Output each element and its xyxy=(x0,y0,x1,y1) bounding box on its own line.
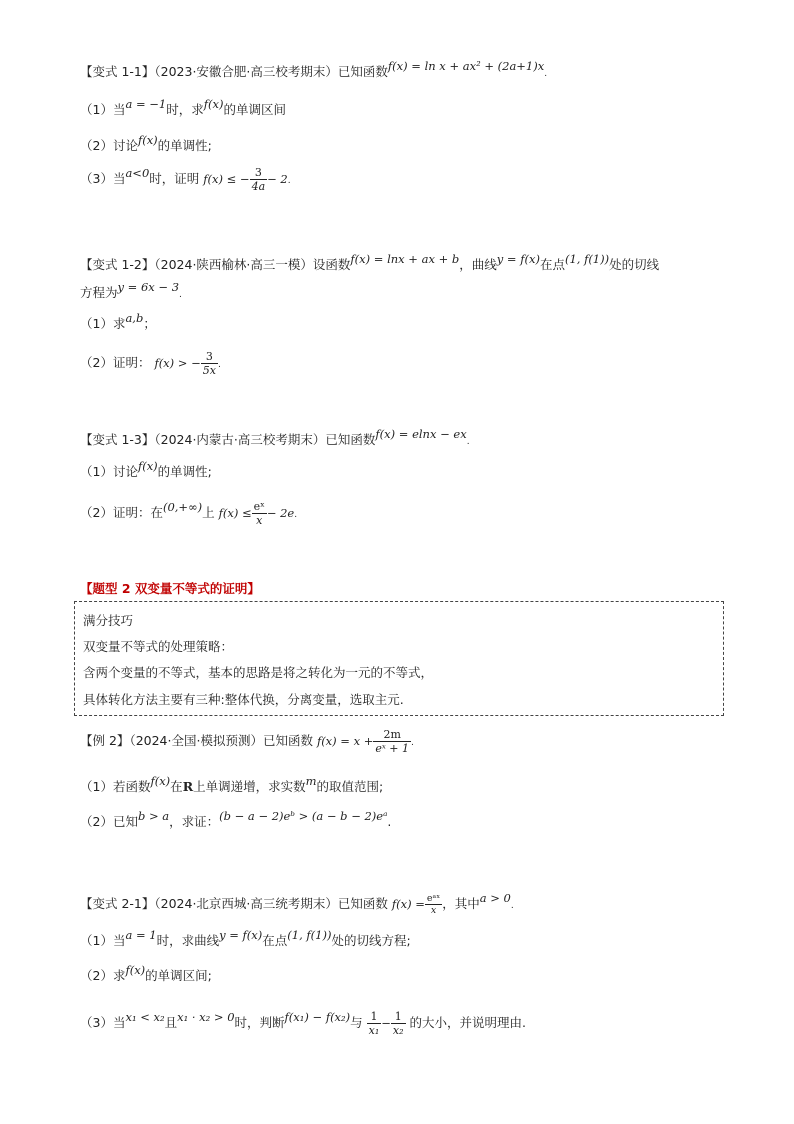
ex2-func-fraction: $\frac{2m}{\text{eˣ + 1}}$ xyxy=(375,728,410,755)
ex2-q2: （2）已知b > a，求证：(b − a − 2)eᵇ > (a − b − 2)eᵃ. xyxy=(80,809,392,829)
v21-q1: （1）当a = 1时，求曲线y = f(x)在点(1, f(1))处的切线方程; xyxy=(80,928,411,948)
v13-stem: 【变式 1-3】（2024·内蒙古·高三校考期末）已知函数f(x) = elnx − ex. xyxy=(80,427,470,447)
v11-q2: （2）讨论f(x)的单调性; xyxy=(80,133,212,153)
tip-box xyxy=(74,601,724,716)
v13-q1: （1）讨论f(x)的单调性; xyxy=(80,459,212,479)
v11-q1: （1）当a = −1时，求f(x)的单调区间 xyxy=(80,97,286,117)
tip-line-1: 双变量不等式的处理策略： xyxy=(83,639,234,654)
v11-tag: 【变式 1-1】 xyxy=(80,64,155,79)
v12-line2: 方程为y = 6x − 3. xyxy=(80,280,182,300)
v12-q2-fraction: $\frac{3}{5x}$ xyxy=(202,350,216,377)
v11-q3-fraction: $\frac{3}{4a}$ xyxy=(251,166,266,193)
v21-q3-fraction-2: $\frac{1}{\text{x₂}}$ xyxy=(392,1010,404,1037)
section2-heading: 【题型 2 双变量不等式的证明】 xyxy=(80,581,260,596)
ex2-stem: 【例 2】（2024·全国·模拟预测）已知函数 f(x) = x + $\frac{2m}{\text{eˣ + 1}}$ . xyxy=(80,728,414,755)
v21-q2: （2）求f(x)的单调区间; xyxy=(80,963,212,983)
tip-title: 满分技巧 xyxy=(83,613,134,628)
v12-q2: （2）证明： f(x) > − $\frac{3}{5x}$ . xyxy=(80,350,221,377)
v21-func-fraction: $\frac{\text{eᵃˣ}}{x}$ xyxy=(426,893,441,916)
v13-q2: （2）证明：在(0,+∞)上 f(x) ≤ $\frac{\text{eˣ}}{x}$ − 2e. xyxy=(80,500,298,527)
v12-stem: 【变式 1-2】（2024·陕西榆林·高三一模）设函数f(x) = lnx + ax + b，曲线y = f(x)在点(1, f(1))处的切线 xyxy=(80,252,660,272)
tip-line-3: 具体转化方法主要有三种:整体代换，分离变量，选取主元. xyxy=(83,692,404,707)
v21-q3: （3）当x₁ < x₂且x₁ · x₂ > 0时，判断f(x₁) − f(x₂)与 $\frac{1}{\text{x₁}}$ − $\frac{1}{\text{x₂}}$ 的大小，并说明理由. xyxy=(80,1010,527,1037)
tip-line-2: 含两个变量的不等式，基本的思路是将之转化为一元的不等式， xyxy=(83,665,434,680)
v21-stem: 【变式 2-1】（2024·北京西城·高三统考期末）已知函数 f(x) = $\frac{\text{eᵃˣ}}{x}$ ，其中a > 0. xyxy=(80,891,514,916)
v11-q3: （3）当a<0时，证明 f(x) ≤ − $\frac{3}{4a}$ − 2. xyxy=(80,166,291,193)
v11-source: （2023·安徽合肥·高三校考期末）已知函数 xyxy=(154,64,388,79)
v13-q2-fraction: $\frac{\text{eˣ}}{x}$ xyxy=(253,500,265,527)
v11-stem: 【变式 1-1】（2023·安徽合肥·高三校考期末）已知函数f(x) = ln x + ax² + (2a+1)x. xyxy=(80,59,548,79)
v11-func: f(x) = ln x + ax² + (2a+1)x xyxy=(387,59,545,73)
v21-q3-fraction-1: $\frac{1}{\text{x₁}}$ xyxy=(368,1010,380,1037)
v12-q1: （1）求a,b； xyxy=(80,311,156,331)
ex2-q1: （1）若函数f(x)在R上单调递增，求实数m的取值范围; xyxy=(80,774,384,794)
